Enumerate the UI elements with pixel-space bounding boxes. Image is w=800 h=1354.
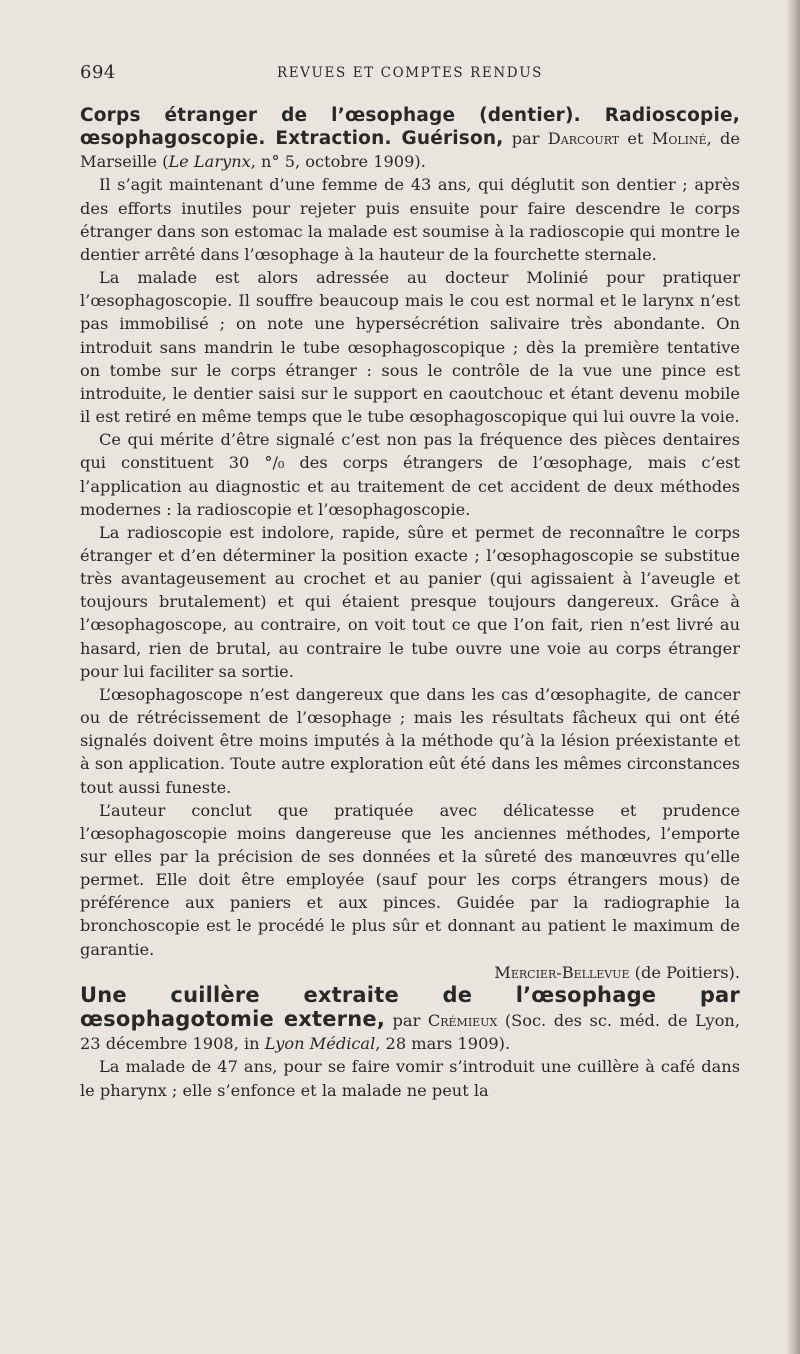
running-header: [80, 62, 740, 86]
article1-paragraph: L’œsophagoscope n’est dangereux que dans les cas d’œsophagite, de cancer ou de rétrécissement de l’œsophage ; mais les résultats fâcheux qui ont été signalés doivent être moins imputés à la méthode qu’à la lésion préexistante et à son application. Toute autre exploration eût été dans les mêmes circonstances tout aussi funeste.: [80, 684, 740, 797]
article1-byline-pre: par: [503, 129, 548, 149]
article2-byline-pre: par: [385, 1011, 428, 1031]
article1-title: Corps étranger de l’œsophage (dentier). Radioscopie, œsophagoscopie. Extraction. Guérison,: [80, 105, 740, 150]
article1-byline-ref-post: , n° 5, octobre 1909).: [250, 152, 426, 172]
article1-paragraph: Ce qui mérite d’être signalé c’est non pas la fréquence des pièces dentaires qui constituent 30 °/₀ des corps étrangers de l’œsophage, mais c’est l’application au diagnostic et au traitement de cet accident de deux méthodes modernes : la radioscopie et l’œsophagoscopie.: [80, 430, 740, 519]
article-body: [80, 104, 740, 1102]
article1-heading: [80, 104, 740, 173]
reviewer-name: Mercier-Bellevue: [494, 962, 630, 982]
article2-paragraph: La malade de 47 ans, pour se faire vomir s’introduit une cuillère à café dans le pharynx ; elle s’enfonce et la malade ne peut la: [80, 1057, 740, 1100]
article2-author: Crémieux: [427, 1011, 498, 1031]
article1-journal: Le Larynx: [168, 152, 251, 172]
article2-journal: Lyon Médical: [264, 1034, 376, 1054]
article1-byline-mid: et: [619, 129, 652, 149]
article1-paragraph: L’auteur conclut que pratiquée avec délicatesse et prudence l’œsophagoscopie moins dangereuse que les anciennes méthodes, l’emporte sur elles par la précision de ses données et la sûreté des manœuvres qu’elle permet. Elle doit être employée (sauf pour les corps étrangers mous) de préférence aux paniers et aux pinces. Guidée par la radiographie la bronchoscopie est le procédé le plus sûr et donnant au patient le maximum de garantie.: [80, 800, 740, 959]
reviewer-place: (de Poitiers).: [629, 962, 740, 982]
article1-byline-ref-pre: , de Marseille (: [80, 129, 740, 172]
page-edge-shadow: [786, 0, 800, 1354]
article2-byline-ref-post: , 28 mars 1909).: [375, 1034, 511, 1054]
running-title: REVUES ET COMPTES RENDUS: [276, 65, 544, 81]
article1-paragraph: La malade est alors adressée au docteur Molinié pour pratiquer l’œsophagoscopie. Il souffre beaucoup mais le cou est normal et le larynx n’est pas immobilisé ; on note une hypersécrétion salivaire très abondante. On introduit sans mandrin le tube œsophagoscopique ; dès la première tentative on tombe sur le corps étranger : sous le contrôle de la vue une pince est introduite, le dentier saisi sur le support en caoutchouc et étant devenu mobile il est retiré en même temps que le tube œsophagoscopique qui lui ouvre la voie.: [80, 268, 740, 427]
article2-heading: [80, 984, 740, 1055]
article1-author2: Moliné: [651, 129, 707, 149]
article2-title: Une cuillère extraite de l’œsophage par œsophagotomie externe,: [80, 982, 740, 1032]
page-number: 694: [80, 62, 116, 83]
article1-paragraph: Il s’agit maintenant d’une femme de 43 ans, qui déglutit son dentier ; après des efforts inutiles pour rejeter puis ensuite pour faire descendre le corps étranger dans son estomac la malade est soumise à la radioscopie qui montre le dentier arrêté dans l’œsophage à la hauteur de la fourchette sternale.: [80, 175, 740, 264]
article2-byline-ref-pre: (Soc. des sc. méd. de Lyon, 23 décembre 1908, in: [80, 1011, 740, 1054]
article1-author1: Darcourt: [547, 129, 620, 149]
article1-signature: [80, 961, 740, 984]
article1-paragraph: La radioscopie est indolore, rapide, sûre et permet de reconnaître le corps étranger et d’en déterminer la position exacte ; l’œsophagoscopie se substitue très avantageusement au crochet et au panier (qui agissaient à l’aveugle et toujours brutalement) et qui étaient presque toujours dangereux. Grâce à l’œsophagoscope, au contraire, on voit tout ce que l’on fait, rien n’est livré au hasard, rien de brutal, au contraire le tube ouvre une voie au corps étranger pour lui faciliter sa sortie.: [80, 522, 740, 681]
